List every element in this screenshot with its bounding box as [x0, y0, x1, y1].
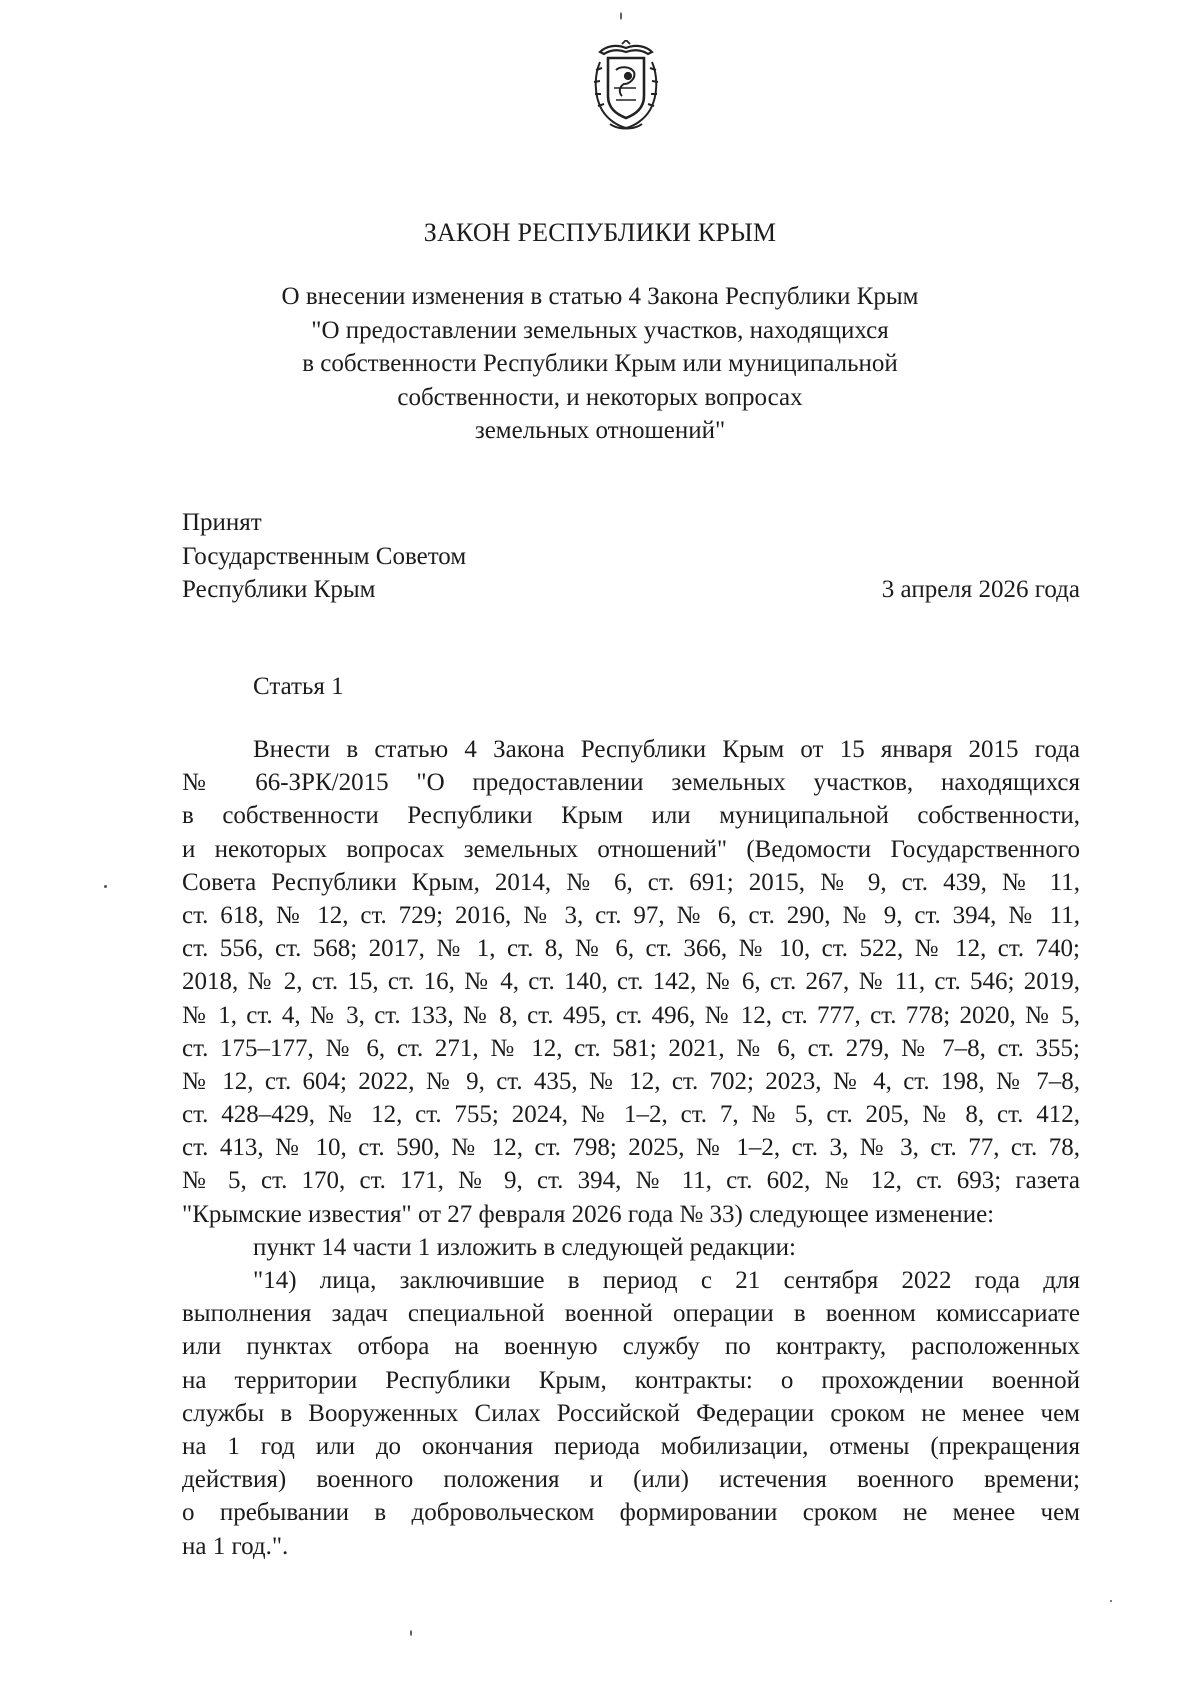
paragraph-line: 2018, № 2, ст. 15, ст. 16, № 4, ст. 140, ст. 142, № 6, ст. 267, № 11, ст. 546; 2019,: [182, 968, 1080, 996]
scan-speck: [410, 1630, 412, 1636]
scan-speck: [620, 12, 622, 20]
paragraph-line: Внести в статью 4 Закона Республики Крым от 15 января 2015 года: [253, 736, 1080, 763]
adoption-block: [182, 506, 466, 607]
subtitle-line: "О предоставлении земельных участков, находящихся: [311, 316, 889, 344]
scan-speck: [104, 885, 107, 888]
subtitle-line: О внесении изменения в статью 4 Закона Республики Крым: [281, 283, 919, 310]
paragraph-line: Совета Республики Крым, 2014, № 6, ст. 691; 2015, № 9, ст. 439, № 11,: [182, 868, 1080, 896]
paragraph-line: в собственности Республики Крым или муниципальной собственности,: [182, 802, 1080, 830]
adoption-line: Республики Крым: [182, 576, 376, 603]
paragraph-line: "14) лица, заключившие в период с 21 сентября 2022 года для: [253, 1267, 1080, 1294]
paragraph-line: пункт 14 части 1 изложить в следующей редакции:: [253, 1233, 796, 1261]
subtitle-line: собственности, и некоторых вопросах: [397, 383, 803, 411]
paragraph-line: ст. 556, ст. 568; 2017, № 1, ст. 8, № 6, ст. 366, № 10, ст. 522, № 12, ст. 740;: [182, 935, 1080, 963]
adoption-line: Государственным Советом: [182, 542, 467, 570]
adoption-date: 3 апреля 2026 года: [881, 576, 1080, 603]
paragraph-line: № 1, ст. 4, № 3, ст. 133, № 8, ст. 495, ст. 496, № 12, ст. 777, ст. 778; 2020, № 5,: [182, 1001, 1080, 1029]
paragraph-line: № 12, ст. 604; 2022, № 9, ст. 435, № 12, ст. 702; 2023, № 4, ст. 198, № 7–8,: [182, 1067, 1080, 1095]
paragraph-line: "Крымские известия" от 27 февраля 2026 года № 33) следующее изменение:: [182, 1200, 995, 1228]
document-title: ЗАКОН РЕСПУБЛИКИ КРЫМ: [423, 218, 777, 247]
paragraph-line: на 1 год.".: [182, 1532, 289, 1560]
paragraph-line: действия) военного положения и (или) истечения военного времени;: [182, 1466, 1080, 1494]
paragraph-line: ст. 618, № 12, ст. 729; 2016, № 3, ст. 97, № 6, ст. 290, № 9, ст. 394, № 11,: [182, 901, 1080, 929]
subtitle-line: в собственности Республики Крым или муниципальной: [302, 350, 898, 377]
document-subtitle: [230, 280, 970, 448]
paragraph-line: № 66-ЗРК/2015 "О предоставлении земельных участков, находящихся: [182, 769, 1080, 797]
paragraph-line: или пунктах отбора на военную службу по контракту, расположенных: [182, 1333, 1080, 1361]
scan-speck: [1110, 1600, 1112, 1602]
coat-of-arms-icon: [586, 40, 666, 134]
subtitle-line: земельных отношений": [474, 417, 726, 444]
article-body: [182, 733, 1080, 1563]
article-heading: Статья 1: [253, 673, 344, 700]
paragraph-line: выполнения задач специальной военной операции в военном комиссариате: [182, 1300, 1080, 1328]
paragraph-line: и некоторых вопросах земельных отношений" (Ведомости Государственного: [182, 835, 1080, 863]
paragraph-line: № 5, ст. 170, ст. 171, № 9, ст. 394, № 11, ст. 602, № 12, ст. 693; газета: [182, 1167, 1080, 1195]
adoption-line: Принят: [182, 509, 262, 536]
paragraph-line: службы в Вооруженных Силах Российской Федерации сроком не менее чем: [182, 1399, 1080, 1427]
paragraph-line: ст. 413, № 10, ст. 590, № 12, ст. 798; 2025, № 1–2, ст. 3, № 3, ст. 77, ст. 78,: [182, 1134, 1080, 1162]
paragraph-line: на 1 год или до окончания периода мобилизации, отмены (прекращения: [182, 1432, 1080, 1460]
paragraph-line: ст. 175–177, № 6, ст. 271, № 12, ст. 581; 2021, № 6, ст. 279, № 7–8, ст. 355;: [182, 1034, 1080, 1062]
paragraph-line: о пребывании в добровольческом формировании сроком не менее чем: [182, 1499, 1080, 1527]
paragraph-line: ст. 428–429, № 12, ст. 755; 2024, № 1–2, ст. 7, № 5, ст. 205, № 8, ст. 412,: [182, 1101, 1080, 1129]
paragraph-line: на территории Республики Крым, контракты: о прохождении военной: [182, 1366, 1080, 1394]
